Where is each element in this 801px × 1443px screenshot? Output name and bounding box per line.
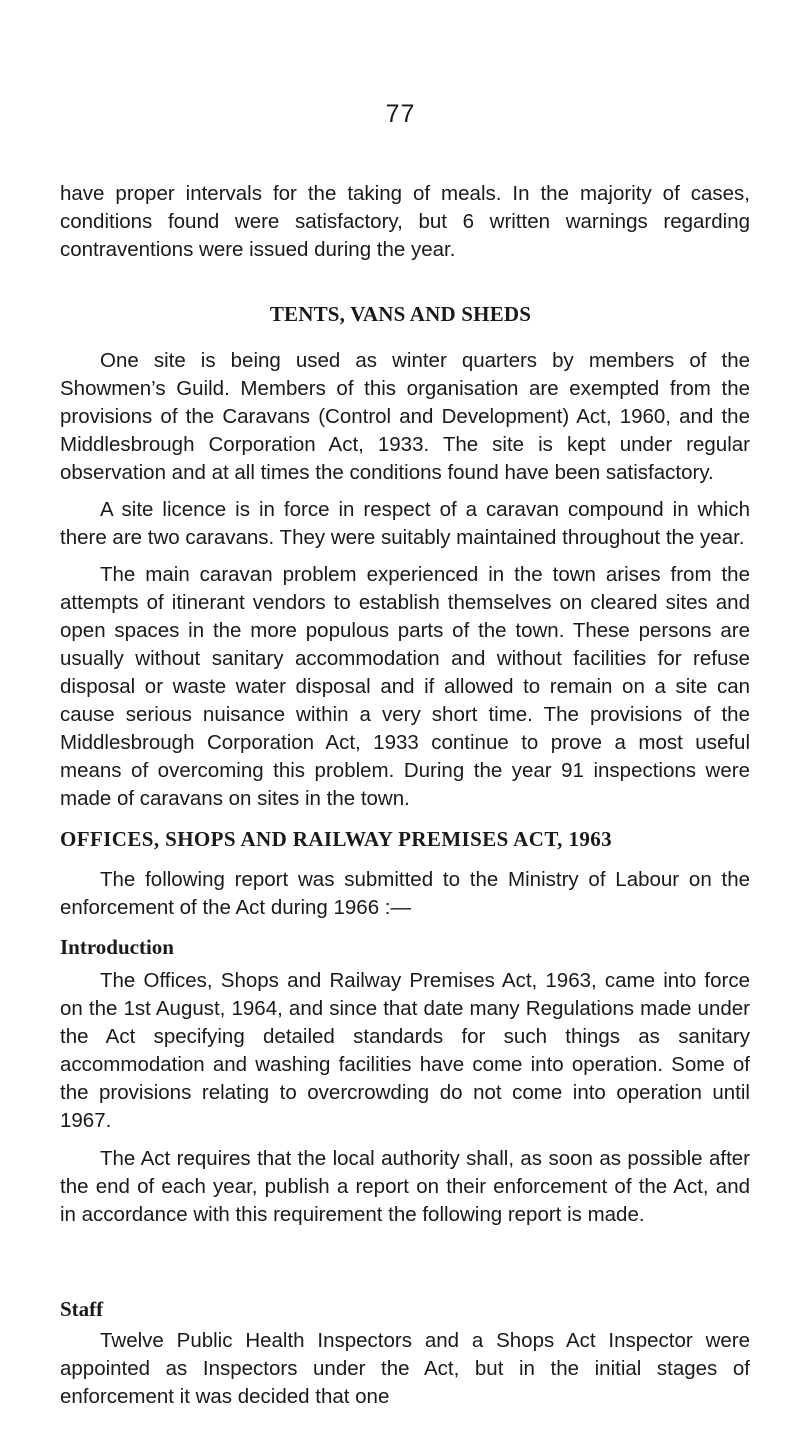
opening-paragraph-block (60, 180, 750, 264)
staff-paragraph: Twelve Public Health Inspectors and a Shops Act Inspector were appointed as Inspectors under the Act, but in the initial stages of enforcement it was decided that one (60, 1329, 750, 1408)
introduction-paragraph-2: The Act requires that the local authority shall, as soon as possible after the end of each year, publish a report on their enforcement of the Act, and in accordance with this requirement the following report is made. (60, 1147, 750, 1226)
tents-paragraph-1: One site is being used as winter quarters by members of the Showmen’s Guild. Members of this organisation are exempted from the provisions of the Caravans (Control and Development) Act, 1960, and the Middlesbrough Corporation Act, 1933. The site is kept under regular observation and at all times the conditions found have been satisfactory. (60, 349, 750, 484)
introduction-paragraph-1: The Offices, Shops and Railway Premises Act, 1963, came into force on the 1st August, 1964, and since that date many Regulations made under the Act specifying detailed standards for such things as sanitary accommodation and washing facilities have come into operation. Some of the provisions relating to overcrowding do not come into operation until 1967. (60, 969, 750, 1132)
opening-paragraph: have proper intervals for the taking of meals. In the majority of cases, conditions found were satisfactory, but 6 written warnings regarding contraventions were issued during the year. (60, 182, 750, 261)
introduction-body (60, 967, 750, 1229)
staff-body (60, 1327, 750, 1411)
offices-heading: OFFICES, SHOPS AND RAILWAY PREMISES ACT, 1963 (60, 827, 613, 851)
staff-heading: Staff (60, 1297, 104, 1321)
page-number: 77 (385, 100, 416, 128)
offices-intro-block (60, 866, 750, 922)
tents-paragraph-3: The main caravan problem experienced in the town arises from the attempts of itinerant vendors to establish themselves on cleared sites and open spaces in the more populous parts of the town. These persons are usually without sanitary accommodation and without facilities for refuse disposal or waste water disposal and if allowed to remain on a site can cause serious nuisance within a very short time. The provisions of the Middlesbrough Corporation Act, 1933 continue to prove a most useful means of overcoming this problem. During the year 91 inspections were made of caravans on sites in the town. (60, 563, 750, 810)
introduction-heading: Introduction (60, 935, 174, 959)
tents-section-body (60, 347, 750, 813)
offices-intro-paragraph: The following report was submitted to the Ministry of Labour on the enforcement of the Act during 1966 :— (60, 868, 750, 919)
tents-heading: TENTS, VANS AND SHEDS (269, 302, 532, 326)
tents-paragraph-2: A site licence is in force in respect of a caravan compound in which there are two caravans. They were suitably maintained throughout the year. (60, 498, 750, 549)
